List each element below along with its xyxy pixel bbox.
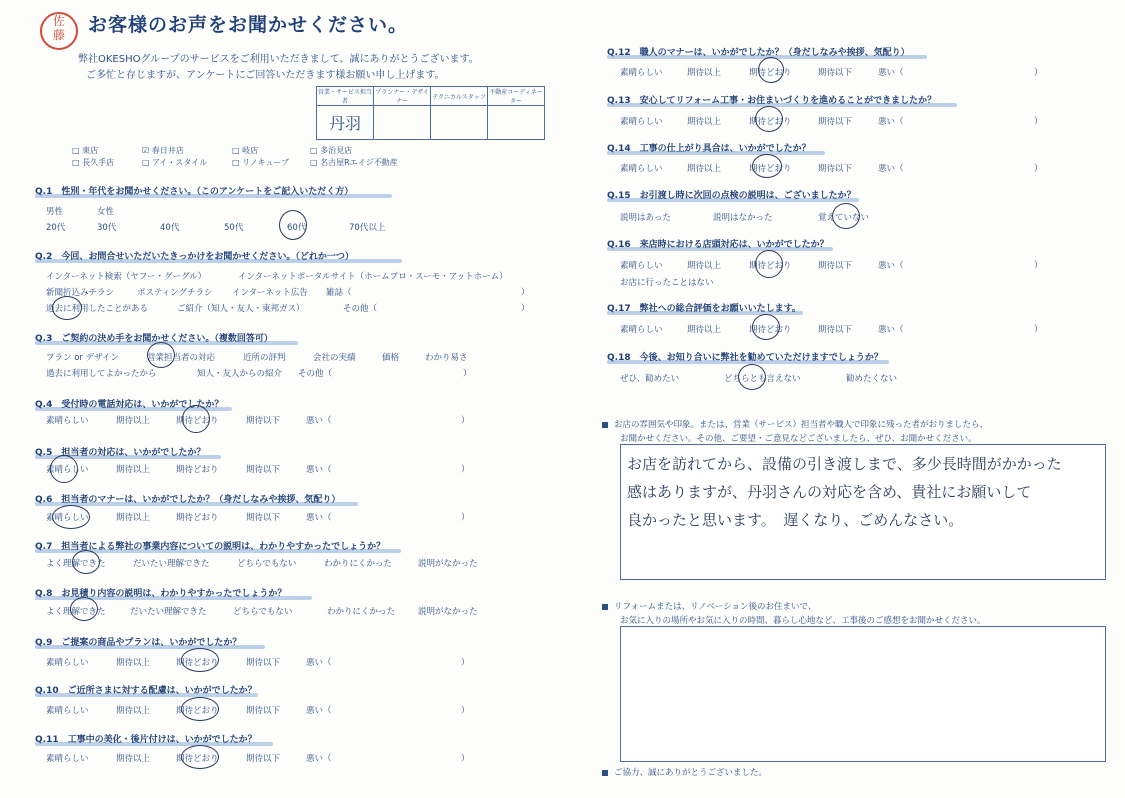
q13-opt-bad[interactable]: 悪い（ [878,117,904,127]
q1-opt-70s-plus[interactable]: 70代以上 [349,223,386,233]
q14-opt-bad[interactable]: 悪い（ [878,164,904,174]
answer-circle-q2 [52,296,82,320]
q17-opt-bad[interactable]: 悪い（ [878,325,904,335]
q2-opt-past-use[interactable]: 過去に利用したことがある [46,304,149,314]
footer-thanks [602,766,767,778]
answer-circle-q5 [50,455,78,483]
q2-opt-referral[interactable]: ご紹介（知人・友人・東邦ガス） [177,304,305,314]
answer-circle-q1 [279,210,307,240]
q17-opt-as-expected[interactable]: 期待どおり [749,325,792,335]
comments2-heading-line1: リフォームまたは、リノベーション後のお住まいで、 [614,602,817,612]
q10-label: Q.10 ご近所さまに対する配慮は、いかがでしたか？ [35,686,257,696]
q9-opt-above[interactable]: 期待以上 [116,658,151,668]
q3-opt-other-close: ） [463,369,472,379]
comments2-heading [602,600,816,612]
q9-opt-bad-close: ） [461,658,470,668]
q18-opt-neutral[interactable]: どちらとも言えない [724,374,801,384]
staff-header-planner: プランナー・デザイナー [374,87,431,106]
q17-opt-below[interactable]: 期待以下 [818,325,853,335]
q4-opt-below[interactable]: 期待以下 [246,416,281,426]
q1-opt-20s[interactable]: 20代 [46,223,66,233]
q12-opt-below[interactable]: 期待以下 [818,68,853,78]
q14-opt-above[interactable]: 期待以上 [687,164,722,174]
footer-thanks-text: ご協力、誠にありがとうございました。 [614,768,768,778]
comments1-heading-line1: お店の雰囲気や印象。または、営業（サービス）担当者や職人で印象に残った者がおりましたら、 [614,420,989,430]
q6-opt-bad-close: ） [461,513,470,523]
store-nagoya-r-age[interactable]: □ 名古屋Rエイジ不動産 [310,158,398,167]
q10-opt-below[interactable]: 期待以下 [246,706,281,716]
q8-label: Q.8 お見積り内容の説明は、わかりやすかったでしょうか？ [35,589,287,599]
q17-label: Q.17 弊社への総合評価をお願いいたします。 [607,304,801,314]
q7-opt-well[interactable]: よく理解できた [46,559,106,569]
company-seal-stamp [40,12,78,50]
q5-opt-as-expected[interactable]: 期待どおり [176,465,219,475]
answer-circle-q4 [182,405,210,433]
q12-opt-excellent[interactable]: 素晴らしい [620,68,663,78]
q6-opt-as-expected[interactable]: 期待どおり [176,513,219,523]
q18-opt-not-recommend[interactable]: 勧めたくない [846,374,898,384]
q2-opt-other-close: ） [521,304,530,314]
q8-opt-neutral[interactable]: どちらでもない [233,607,293,617]
q8-opt-none[interactable]: 説明がなかった [418,607,478,617]
q17-opt-above[interactable]: 期待以上 [687,325,722,335]
q16-opt-never-visited[interactable]: お店に行ったことはない [620,278,714,288]
comments1-line-1: お店を訪れてから、設備の引き渡しまで、多少長時間がかかった [627,455,1062,473]
q12-label: Q.12 職人のマナーは、いかがでしたか？（身だしなみや挨拶、気配り） [607,48,910,58]
answer-circle-q16 [755,250,783,278]
answer-circle-q18 [738,364,766,390]
q14-opt-excellent[interactable]: 素晴らしい [620,164,663,174]
comments1-heading-line2: お聞かせください。その他、ご要望・ご意見などございましたら、ぜひ、お聞かせください。 [620,434,977,444]
q16-opt-bad-close: ） [1034,261,1043,271]
q2-opt-search[interactable]: インターネット検索（ヤフー・グーグル） [46,272,207,282]
staff-header-sales: 営業・サービス担当者 [317,87,374,106]
comments2-heading-line2: お気に入りの場所やお気に入りの時間、暮らし心地など、工事後のご感想をお聞かせください。 [620,616,986,626]
answer-circle-q10 [181,697,219,721]
q14-label: Q.14 工事の仕上がり具合は、いかがでしたか？ [607,144,811,154]
q1-opt-male[interactable]: 男性 [46,207,64,217]
bullet-square-icon [602,422,608,428]
q18-opt-recommend[interactable]: ぜひ、勧めたい [620,374,680,384]
intro-line-2: ご多忙と存じますが、アンケートにご回答いただきます様お願い申し上げます。 [86,70,445,81]
q9-opt-excellent[interactable]: 素晴らしい [46,658,89,668]
q7-opt-unclear[interactable]: わかりにくかった [324,559,393,569]
stamp-char-2: 藤 [52,28,65,42]
q13-label: Q.13 安心してリフォーム工事・お住まいづくりを進めることができましたか？ [607,96,937,106]
q2-opt-other[interactable]: その他（ [343,304,378,314]
q12-opt-above[interactable]: 期待以上 [687,68,722,78]
q12-opt-bad[interactable]: 悪い（ [878,68,904,78]
store-tajimi[interactable]: □ 多治見店 [310,146,353,155]
q14-opt-as-expected[interactable]: 期待どおり [749,164,792,174]
q2-opt-posting[interactable]: ポスティングチラシ [137,288,213,298]
q5-opt-excellent[interactable]: 素晴らしい [46,465,89,475]
q17-opt-excellent[interactable]: 素晴らしい [620,325,663,335]
q3-opt-sales-staff[interactable]: 営業担当者の対応 [147,353,216,363]
q13-opt-bad-close: ） [1034,117,1043,127]
q2-opt-net-ad[interactable]: インターネット広告 [232,288,308,298]
q14-opt-below[interactable]: 期待以下 [818,164,853,174]
q5-label: Q.5 担当者の対応は、いかがでしたか？ [35,448,206,458]
q3-opt-clarity[interactable]: わかり易さ [425,353,468,363]
q8-opt-unclear[interactable]: わかりにくかった [327,607,396,617]
intro-line-1: 弊社OKESHOグループのサービスをご利用いただきまして、誠にありがとうございます。 [78,54,479,65]
q13-opt-as-expected[interactable]: 期待どおり [749,117,792,127]
q3-opt-friend-ref[interactable]: 知人・友人からの紹介 [197,369,283,379]
answer-circle-q15 [832,203,860,229]
q3-opt-past-good[interactable]: 過去に利用してよかったから [46,369,157,379]
q15-opt-dont-remember[interactable]: 覚えていない [818,213,870,223]
q11-opt-above[interactable]: 期待以上 [116,754,151,764]
q12-opt-bad-close: ） [1034,68,1043,78]
q11-opt-bad[interactable]: 悪い（ [306,754,332,764]
answer-circle-q14 [752,154,782,178]
q4-opt-above[interactable]: 期待以上 [116,416,151,426]
q16-opt-as-expected[interactable]: 期待どおり [749,261,792,271]
q10-opt-bad-close: ） [461,706,470,716]
q11-opt-bad-close: ） [461,754,470,764]
answer-circle-q8 [70,597,98,621]
answer-circle-q11 [181,745,219,769]
q13-opt-excellent[interactable]: 素晴らしい [620,117,663,127]
q1-opt-50s[interactable]: 50代 [224,223,244,233]
q15-label: Q.15 お引渡し時に次回の点検の説明は、ございましたか？ [607,191,856,201]
q4-opt-bad[interactable]: 悪い（ [306,416,332,426]
q10-opt-above[interactable]: 期待以上 [116,706,151,716]
q16-opt-above[interactable]: 期待以上 [687,261,722,271]
store-nagakute[interactable]: □ 長久手店 [72,158,115,167]
q12-opt-as-expected[interactable]: 期待どおり [749,68,792,78]
q1-opt-30s[interactable]: 30代 [97,223,117,233]
q16-label: Q.16 来店時における店頭対応は、いかがでしたか？ [607,240,829,250]
q4-opt-bad-close: ） [461,416,470,426]
q14-opt-bad-close: ） [1034,164,1043,174]
q10-opt-excellent[interactable]: 素晴らしい [46,706,89,716]
q3-opt-reputation[interactable]: 近所の評判 [243,353,286,363]
page-title: お客様のお声をお聞かせください。 [88,14,409,36]
q11-opt-below[interactable]: 期待以下 [246,754,281,764]
q3-opt-track-record[interactable]: 会社の実績 [313,353,356,363]
comments1-line-2: 感はありますが、丹羽さんの対応を含め、貴社にお願いして [627,483,1032,501]
answer-circle-q9 [181,648,219,672]
q7-label: Q.7 担当者による弊社の事業内容についての説明は、わかりやすかったでしょうか？ [35,542,386,552]
q4-opt-excellent[interactable]: 素晴らしい [46,416,89,426]
answer-circle-q13 [755,106,783,132]
staff-value-technical[interactable] [431,106,488,140]
comments1-line-3: 良かったと思います。 遅くなり、ごめんなさい。 [627,511,964,529]
q10-opt-as-expected[interactable]: 期待どおり [176,706,219,716]
q4-label: Q.4 受付時の電話対応は、いかがでしたか？ [35,400,224,410]
q2-opt-magazine[interactable]: 雑誌（ [326,288,352,298]
store-renocube[interactable]: □ リノキューブ [232,158,290,167]
q13-opt-above[interactable]: 期待以上 [687,117,722,127]
q6-opt-excellent[interactable]: 素晴らしい [46,513,89,523]
staff-header-technical: テクニカルスタッフ [431,87,488,106]
q16-opt-excellent[interactable]: 素晴らしい [620,261,663,271]
q2-opt-portal[interactable]: インターネットポータルサイト（ホームプロ・スーモ・アットホーム） [238,272,508,282]
q16-opt-below[interactable]: 期待以下 [818,261,853,271]
q5-opt-bad[interactable]: 悪い（ [306,465,332,475]
q9-opt-as-expected[interactable]: 期待どおり [176,658,219,668]
q6-opt-bad[interactable]: 悪い（ [306,513,332,523]
q9-label: Q.9 ご提案の商品やプランは、いかがでしたか？ [35,638,242,648]
answer-circle-q3 [147,342,175,368]
q2-label: Q.2 今回、お問合せいただいたきっかけをお聞かせください。（どれか一つ） [35,252,354,262]
q1-opt-40s[interactable]: 40代 [160,223,180,233]
staff-header-realestate: 不動産コーディネーター [488,87,545,106]
answer-circle-q6 [52,505,90,529]
store-istyle[interactable]: □ アイ・スタイル [142,158,208,167]
q11-label: Q.11 工事中の美化・後片付けは、いかがでしたか？ [35,735,257,745]
q3-opt-other[interactable]: その他（ [298,369,333,379]
store-higashi[interactable]: □ 東店 [72,146,99,155]
q15-opt-explained[interactable]: 説明はあった [620,213,671,223]
q13-opt-below[interactable]: 期待以下 [818,117,853,127]
staff-value-sales[interactable]: 丹羽 [317,106,374,140]
store-kasugai[interactable]: ☑ 春日井店 [142,146,184,155]
q18-label: Q.18 今後、お知り合いに弊社を勧めていただけますでしょうか？ [607,353,883,363]
stamp-char-1: 佐 [52,14,65,28]
q10-opt-bad[interactable]: 悪い（ [306,706,332,716]
q1-opt-60s[interactable]: 60代 [287,223,307,233]
q1-opt-female[interactable]: 女性 [97,207,115,217]
q5-opt-below[interactable]: 期待以下 [246,465,281,475]
q16-opt-bad[interactable]: 悪い（ [878,261,904,271]
q5-opt-above[interactable]: 期待以上 [116,465,151,475]
q9-opt-below[interactable]: 期待以下 [246,658,281,668]
q6-opt-above[interactable]: 期待以上 [116,513,151,523]
comments2-box[interactable] [620,626,1106,762]
staff-value-realestate[interactable] [488,106,545,140]
q7-opt-none[interactable]: 説明がなかった [418,559,478,569]
staff-value-planner[interactable] [374,106,431,140]
answer-circle-q7 [72,550,100,574]
bullet-square-icon [602,604,608,610]
q2-opt-magazine-close: ） [521,288,530,298]
q3-opt-price[interactable]: 価格 [382,353,400,363]
bullet-square-icon [602,770,608,776]
answer-circle-q17 [752,314,780,340]
q17-opt-bad-close: ） [1034,325,1043,335]
q3-label: Q.3 ご契約の決め手をお聞かせください。（複数回答可） [35,334,273,344]
answer-circle-q12 [758,57,784,83]
q6-label: Q.6 担当者のマナーは、いかがでしたか？（身だしなみや挨拶、気配り） [35,495,341,505]
store-gi[interactable]: □ 岐店 [232,146,259,155]
q8-opt-well[interactable]: よく理解できた [46,607,106,617]
q11-opt-as-expected[interactable]: 期待どおり [176,754,219,764]
q8-opt-mostly[interactable]: だいたい理解できた [130,607,207,617]
q6-opt-below[interactable]: 期待以下 [246,513,281,523]
q7-opt-mostly[interactable]: だいたい理解できた [133,559,210,569]
q7-opt-neutral[interactable]: どちらでもない [237,559,297,569]
q4-opt-as-expected[interactable]: 期待どおり [176,416,219,426]
q5-opt-bad-close: ） [461,465,470,475]
q15-opt-not-explained[interactable]: 説明はなかった [713,213,773,223]
q2-opt-newspaper[interactable]: 新聞折込みチラシ [46,288,115,298]
q1-label: Q.1 性別・年代をお聞かせください。（このアンケートをご記入いただく方） [35,187,354,197]
staff-table [316,86,545,140]
q3-opt-plan[interactable]: プラン or デザイン [46,353,120,363]
q11-opt-excellent[interactable]: 素晴らしい [46,754,89,764]
comments1-heading [602,418,988,430]
q9-opt-bad[interactable]: 悪い（ [306,658,332,668]
comments1-box[interactable] [620,444,1106,580]
